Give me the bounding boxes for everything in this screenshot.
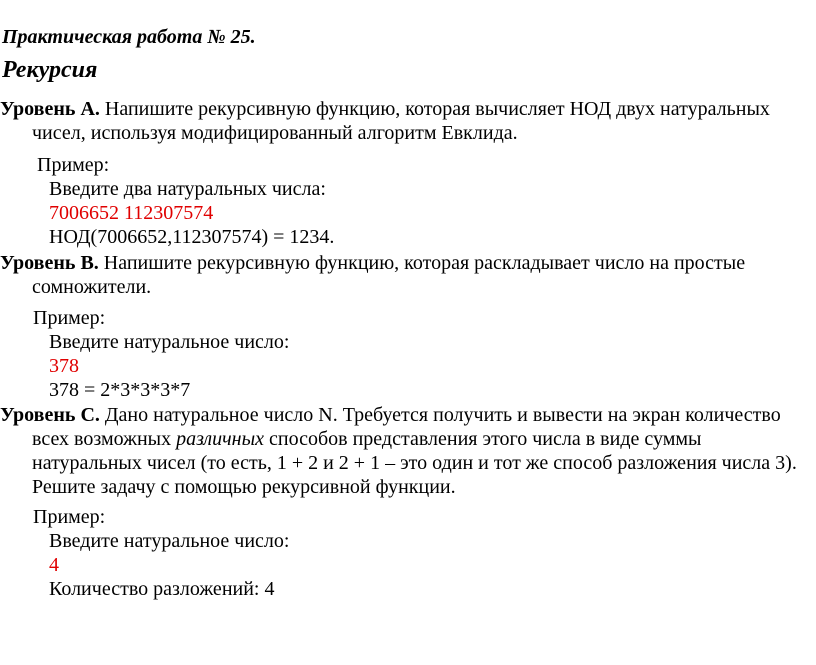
level-c-example	[33, 505, 289, 601]
level-a-label: Уровень A.	[0, 98, 100, 120]
level-a-task	[0, 97, 812, 145]
level-c-example-prompt: Введите натуральное число:	[49, 530, 290, 552]
level-b-example-input: 378	[49, 355, 79, 377]
level-b-task	[0, 251, 812, 299]
level-c-label: Уровень C.	[0, 404, 100, 426]
level-c-example-input: 4	[49, 554, 59, 576]
level-c-text-before: Дано натуральное число N. Требуется получить и вывести на экран количество всех возможных	[32, 404, 781, 450]
level-c-text-emphasis: различных	[176, 428, 265, 450]
level-b-paragraph	[0, 251, 812, 299]
level-a-example-label: Пример:	[37, 154, 110, 176]
level-b-text: Напишите рекурсивную функцию, которая раскладывает число на простые сомножители.	[32, 252, 746, 298]
level-b-label: Уровень B.	[0, 252, 99, 274]
level-a-example-input: 7006652 112307574	[49, 202, 214, 224]
level-b-example	[33, 306, 289, 402]
worksheet-subtitle: Практическая работа № 25.	[2, 26, 256, 48]
level-c-task	[0, 403, 812, 499]
level-a-paragraph	[0, 97, 812, 145]
level-c-example-output: Количество разложений: 4	[49, 578, 275, 600]
level-a-example-output: НОД(7006652,112307574) = 1234.	[49, 226, 335, 248]
level-c-example-label: Пример:	[33, 506, 106, 528]
level-c-paragraph	[0, 403, 812, 499]
level-b-example-output: 378 = 2*3*3*3*7	[49, 379, 191, 401]
level-c-text-after: способов представления этого числа в виде суммы натуральных чисел (то есть, 1 + 2 и 2 + 1 – это один и тот же способ разложения числа 3). Решите задачу с помощью рекурсивной функции.	[32, 428, 797, 498]
level-b-example-label: Пример:	[33, 307, 106, 329]
level-b-example-prompt: Введите натуральное число:	[49, 331, 290, 353]
level-a-example-prompt: Введите два натуральных числа:	[49, 178, 326, 200]
level-a-example	[37, 153, 334, 249]
level-a-text: Напишите рекурсивную функцию, которая вычисляет НОД двух натуральных чисел, используя модифицированный алгоритм Евклида.	[32, 98, 770, 144]
worksheet-title: Рекурсия	[2, 57, 98, 83]
